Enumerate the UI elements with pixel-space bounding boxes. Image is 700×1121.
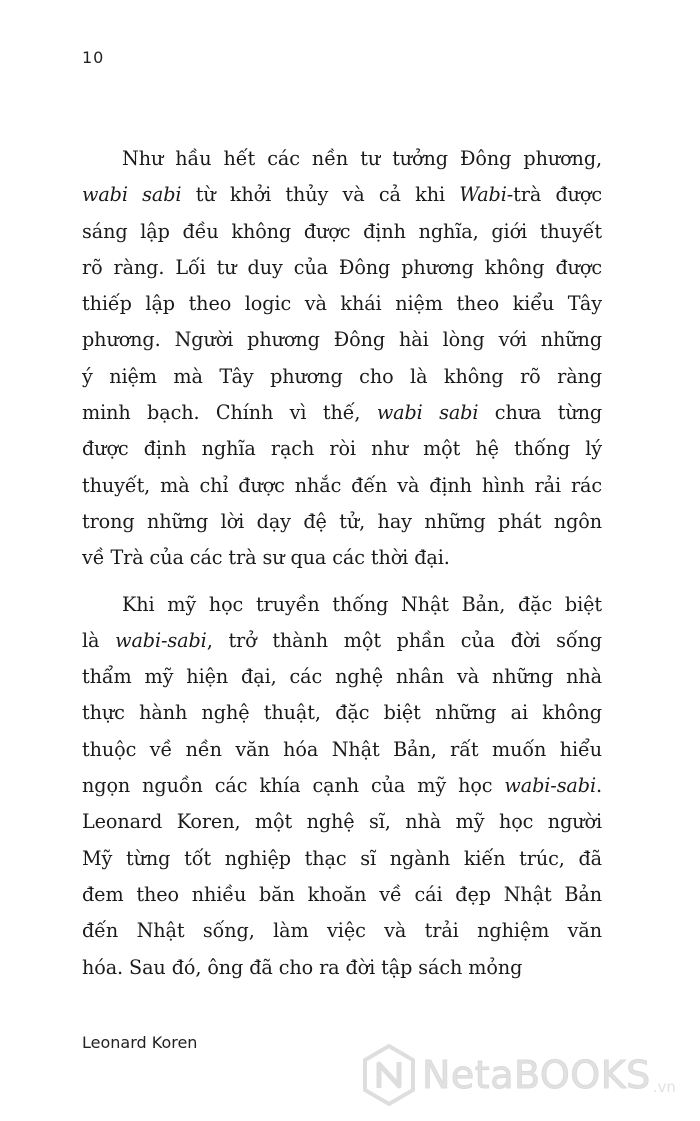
text-run: -trà được: [506, 183, 602, 207]
text-line: [82, 877, 602, 913]
text-line: [82, 695, 602, 731]
italic-term: wabi sabi: [376, 401, 479, 425]
text-run: trong những lời dạy đệ tử, hay những phát ngôn: [82, 509, 602, 533]
text-line: [82, 804, 602, 840]
text-line: [82, 359, 602, 395]
text-run: Mỹ từng tốt nghiệp thạc sĩ ngành kiến trúc, đã: [82, 846, 602, 870]
text-run: ý niệm mà Tây phương cho là không rõ ràng: [82, 364, 602, 388]
text-line: [82, 468, 602, 504]
italic-term: Wabi: [459, 183, 507, 207]
text-run: hóa. Sau đó, ông đã cho ra đời tập sách mỏng: [82, 955, 523, 979]
running-footer-author: Leonard Koren: [82, 1033, 198, 1052]
text-line: [82, 913, 602, 949]
text-run: rõ ràng. Lối tư duy của Đông phương không được: [82, 255, 602, 279]
page-number: 10: [82, 48, 105, 67]
text-run: chưa từng: [478, 401, 603, 425]
text-line: [82, 431, 602, 467]
text-run: .: [596, 774, 602, 798]
text-line: [82, 504, 602, 540]
text-run: Leonard Koren, một nghệ sĩ, nhà mỹ học người: [82, 810, 602, 834]
watermark: [362, 1044, 676, 1106]
text-run: về Trà của các trà sư qua các thời đại.: [82, 546, 450, 570]
text-line: [82, 250, 602, 286]
text-run: thực hành nghệ thuật, đặc biệt những ai không: [82, 701, 602, 725]
watermark-text: NetaBOOKS: [422, 1053, 651, 1097]
text-line: [82, 214, 602, 250]
text-run: Khi mỹ học truyền thống Nhật Bản, đặc biệt: [122, 592, 602, 616]
text-run: là: [82, 628, 116, 652]
text-run: , trở thành một phần của đời sống: [206, 628, 602, 652]
text-line: [82, 286, 602, 322]
text-run: thuộc về nền văn hóa Nhật Bản, rất muốn hiểu: [82, 737, 602, 761]
text-run: thiếp lập theo logic và khái niệm theo kiểu Tây: [82, 292, 602, 316]
text-line: [82, 768, 602, 804]
text-run: ngọn nguồn các khía cạnh của mỹ học: [82, 774, 505, 798]
text-line: [82, 841, 602, 877]
body-text: [82, 141, 602, 986]
text-run: đến Nhật sống, làm việc và trải nghiệm văn: [82, 919, 602, 943]
text-line: [82, 322, 602, 358]
text-line: [82, 732, 602, 768]
text-line: [82, 950, 602, 986]
text-run: sáng lập đều không được định nghĩa, giới thuyết: [82, 219, 602, 243]
text-line: [82, 141, 602, 177]
text-run: phương. Người phương Đông hài lòng với những: [82, 328, 602, 352]
text-run: đem theo nhiều băn khoăn về cái đẹp Nhật Bản: [82, 882, 602, 906]
netabooks-logo-icon: [362, 1044, 416, 1106]
text-line: [82, 623, 602, 659]
text-line: [82, 177, 602, 213]
text-line: [82, 587, 602, 623]
watermark-suffix: .vn: [652, 1078, 676, 1096]
text-run: thuyết, mà chỉ được nhắc đến và định hình rải rác: [82, 473, 602, 497]
paragraph: [82, 141, 602, 577]
text-line: [82, 540, 602, 576]
italic-term: wabi-sabi: [115, 628, 207, 652]
text-line: [82, 395, 602, 431]
paragraph: [82, 587, 602, 986]
text-run: từ khởi thủy và cả khi: [181, 183, 460, 207]
italic-term: wabi-sabi: [504, 774, 596, 798]
text-run: minh bạch. Chính vì thế,: [82, 401, 377, 425]
text-run: được định nghĩa rạch ròi như một hệ thống lý: [82, 437, 602, 461]
text-run: Như hầu hết các nền tư tưởng Đông phương,: [122, 147, 602, 170]
italic-term: wabi sabi: [82, 183, 182, 207]
text-line: [82, 659, 602, 695]
text-run: thẩm mỹ hiện đại, các nghệ nhân và những nhà: [82, 665, 602, 689]
